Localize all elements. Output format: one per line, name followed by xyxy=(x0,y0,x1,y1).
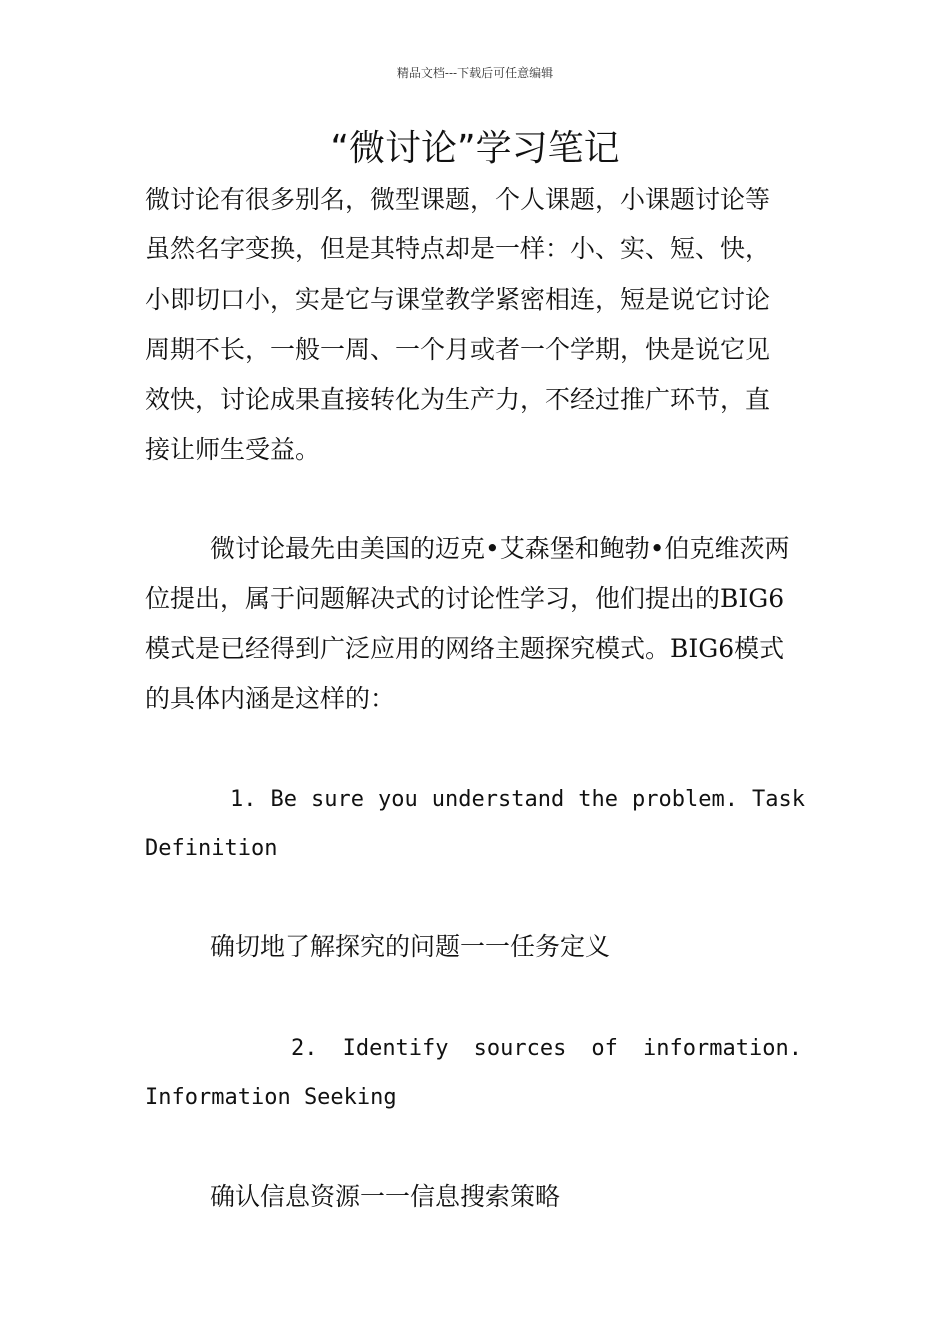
para1-line: 效快，讨论成果直接转化为生产力，不经过推广环节，直 xyxy=(145,385,771,414)
para1-line: 周期不长，一般一周、一个月或者一个学期，快是说它见 xyxy=(145,335,771,364)
para2-line: 的具体内涵是这样的： xyxy=(145,684,396,713)
step1-word: 1. xyxy=(230,787,257,812)
step1-continuation: Definition xyxy=(145,836,278,861)
step1-word: you xyxy=(378,787,418,812)
step1-word: sure xyxy=(311,787,365,812)
step2-continuation: Information Seeking xyxy=(145,1085,397,1110)
step1-word: problem. xyxy=(632,787,738,812)
para1-line: 接让师生受益。 xyxy=(145,435,321,464)
document-title: “微讨论”学习笔记 xyxy=(330,128,620,169)
step1-word: Task xyxy=(752,787,805,812)
step2-word: sources xyxy=(473,1036,567,1061)
page-header: 精品文档---下载后可任意编辑 xyxy=(396,66,554,80)
step1-line xyxy=(230,784,805,816)
para1-line: 微讨论有很多别名，微型课题，个人课题，小课题讨论等 xyxy=(145,185,771,214)
step2-word: Identify xyxy=(342,1036,449,1061)
step1-word: understand xyxy=(431,787,565,812)
para2-line: 微讨论最先由美国的迈克•艾森堡和鲍勃•伯克维茨两 xyxy=(210,534,790,563)
step2-word: of xyxy=(591,1036,618,1061)
step1-word: the xyxy=(578,787,619,812)
step1-chinese: 确切地了解探究的问题一一任务定义 xyxy=(210,932,611,961)
para2-line: 模式是已经得到广泛应用的网络主题探究模式。BIG6模式 xyxy=(145,634,785,663)
step2-line xyxy=(291,1033,802,1065)
step2-word: 2. xyxy=(291,1036,318,1061)
step1-word: Be xyxy=(270,787,298,812)
para1-line: 虽然名字变换，但是其特点却是一样：小、实、短、快， xyxy=(145,234,771,263)
para2-line: 位提出，属于问题解决式的讨论性学习，他们提出的BIG6 xyxy=(145,584,785,613)
para1-line: 小即切口小，实是它与课堂教学紧密相连，短是说它讨论 xyxy=(145,285,771,314)
step2-word: information. xyxy=(643,1036,802,1061)
step2-chinese: 确认信息资源一一信息搜索策略 xyxy=(210,1182,561,1211)
